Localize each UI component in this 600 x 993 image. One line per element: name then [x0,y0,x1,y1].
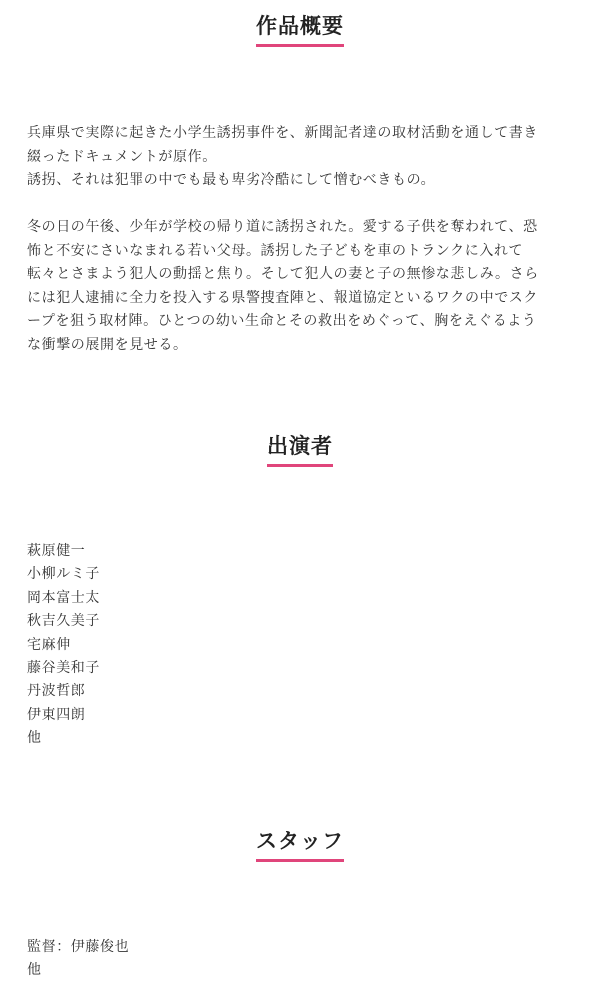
staff-member: 他 [27,962,42,979]
staff-list [27,936,129,983]
text-line: 誘拐、それは犯罪の中でも最も卑劣冷酷にして憎むべきもの。 [27,172,436,188]
text-line: 転々とさまよう犯人の動揺と焦り。そして犯人の妻と子の無惨な悲しみ。さら [27,266,539,282]
overview-paragraph-2 [27,216,587,357]
cast-member: 秋吉久美子 [27,613,100,630]
cast-member: 小柳ルミ子 [27,566,100,583]
cast-member: 藤谷美和子 [27,660,100,677]
staff-member: 監督：伊藤俊也 [27,939,130,955]
cast-list [27,540,100,751]
text-line: 綴ったドキュメントが原作。 [27,148,217,165]
overview-section [0,14,600,47]
cast-member: 他 [27,730,42,747]
staff-section [0,829,600,862]
cast-member: 宅麻伸 [27,636,71,653]
cast-section [0,434,600,467]
overview-heading: 作品概要 [256,14,344,47]
staff-heading: スタッフ [256,829,344,862]
text-line: な衝撃の展開を見せる。 [27,336,188,353]
text-line: ープを狙う取材陣。ひとつの幼い生命とその救出をめぐって、胸をえぐるよう [27,313,537,329]
text-line: 冬の日の午後、少年が学校の帰り道に誘拐された。愛する子供を奪われて、恐 [27,219,538,235]
overview-paragraph-1 [27,122,587,193]
cast-member: 岡本富士太 [27,589,100,606]
text-line: には犯人逮捕に全力を投入する県警捜査陣と、報道協定といるワクの中でスク [27,289,538,306]
cast-member: 丹波哲郎 [27,683,86,700]
overview-text [27,122,587,357]
cast-member: 萩原健一 [27,543,86,559]
cast-member: 伊東四朗 [27,706,86,723]
cast-heading: 出演者 [267,434,333,467]
text-line: 怖と不安にさいなまれる若い父母。誘拐した子どもを車のトランクに入れて [27,242,524,259]
text-line: 兵庫県で実際に起きた小学生誘拐事件を、新聞記者達の取材活動を通して書き [27,125,538,141]
